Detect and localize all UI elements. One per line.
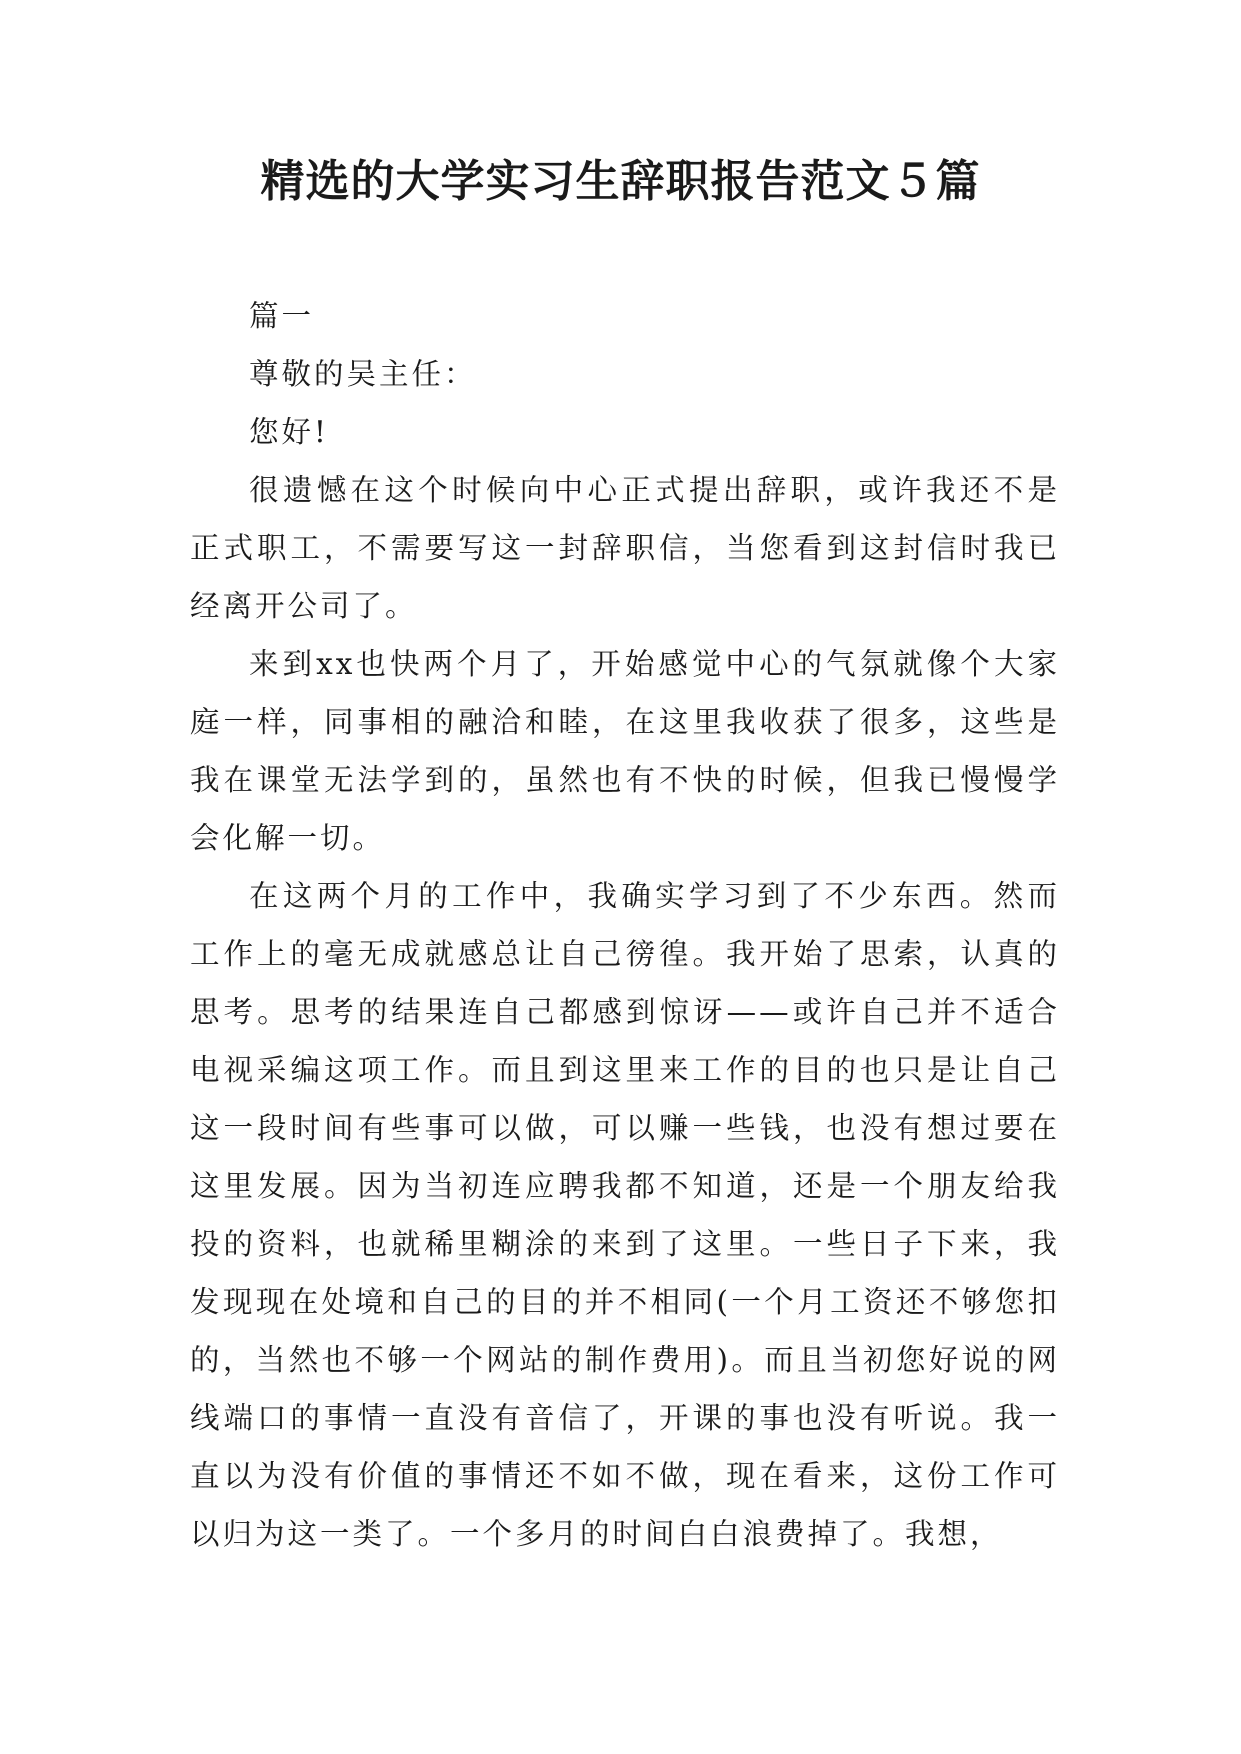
greeting: 您好! (249, 415, 329, 449)
body-paragraph: 在这两个月的工作中，我确实学习到了不少东西。然而工作上的毫无成就感总让自己徬徨。我开始了思索，认真的思考。思考的结果连自己都感到惊讶——或许自己并不适合电视采编这项工作。而且到这里来工作的目的也只是让自己这一段时间有些事可以做，可以赚一些钱，也没有想过要在这里发展。因为当初连应聘我都不知道，还是一个朋友给我投的资料，也就稀里糊涂的来到了这里。一些日子下来，我发现现在处境和自己的目的并不相同(一个月工资还不够您扣的，当然也不够一个网站的制作费用)。而且当初您好说的网线端口的事情一直没有音信了，开课的事也没有听说。我一直以为没有价值的事情还不如不做，现在看来，这份工作可以归为这一类了。一个多月的时间白白浪费掉了。我想， (190, 879, 1060, 1551)
section-heading: 篇一 (249, 299, 315, 333)
body-paragraph: 来到xx也快两个月了，开始感觉中心的气氛就像个大家庭一样，同事相的融洽和睦，在这里我收获了很多，这些是我在课堂无法学到的，虽然也有不快的时候，但我已慢慢学会化解一切。 (190, 647, 1060, 855)
document-title: 精选的大学实习生辞职报告范文５篇 (260, 156, 981, 207)
body-paragraph: 很遗憾在这个时候向中心正式提出辞职，或许我还不是正式职工，不需要写这一封辞职信，当您看到这封信时我已经离开公司了。 (190, 473, 1060, 623)
salutation: 尊敬的吴主任： (249, 357, 477, 391)
document-body (190, 287, 1060, 1563)
